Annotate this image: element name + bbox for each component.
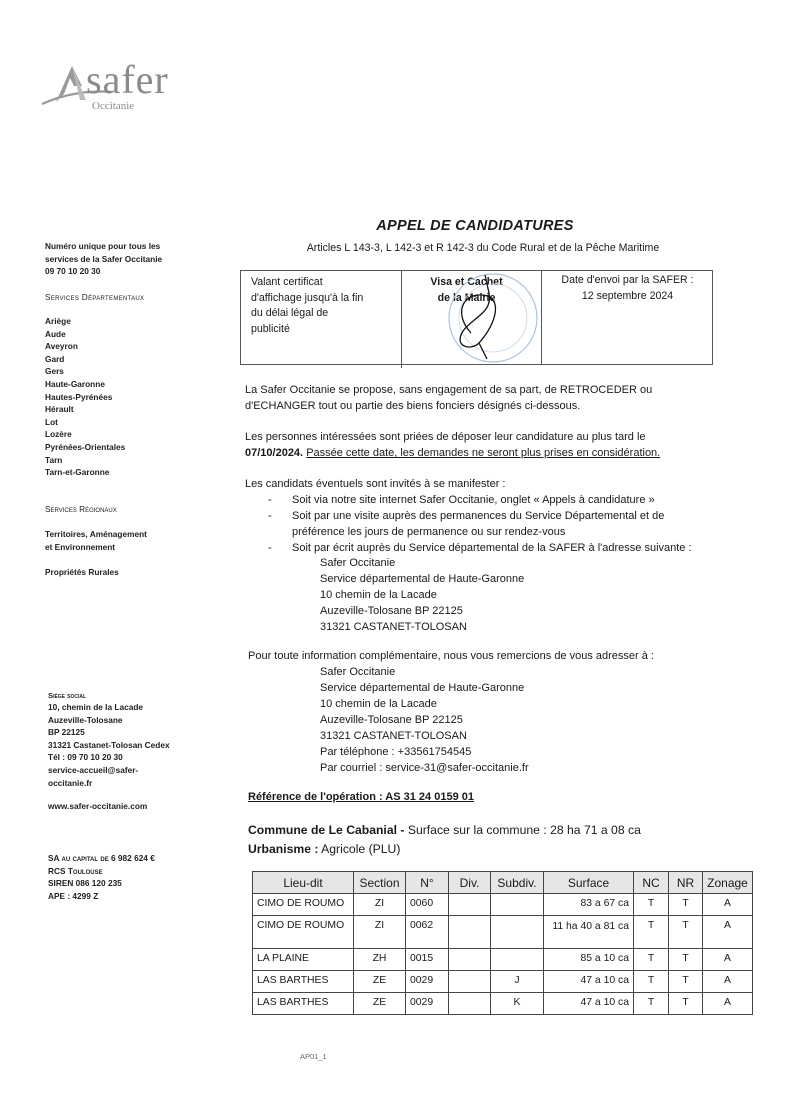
table-cell: J <box>491 971 544 993</box>
table-cell: T <box>634 894 669 916</box>
page-title: APPEL DE CANDIDATURES <box>376 218 574 234</box>
column-header: Zonage <box>703 872 753 894</box>
table-cell: 47 a 10 ca <box>544 993 634 1015</box>
commune-label: Commune de Le Cabanial - <box>248 823 405 837</box>
table-cell: T <box>669 949 703 971</box>
table-cell: CIMO DE ROUMO <box>253 916 354 949</box>
list-item: - Soit par écrit auprès du Service départemental de la SAFER à l'adresse suivante : <box>268 542 692 554</box>
logo-wordmark: safer <box>86 57 169 102</box>
table-cell: LAS BARTHES <box>253 993 354 1015</box>
sidebar-siege-title: Siège social <box>48 691 87 700</box>
table-cell: 83 a 67 ca <box>544 894 634 916</box>
column-header: Surface <box>544 872 634 894</box>
table-cell: 0029 <box>406 993 449 1015</box>
table-cell: LA PLAINE <box>253 949 354 971</box>
column-header: Subdiv. <box>491 872 544 894</box>
column-header: N° <box>406 872 449 894</box>
table-cell: 85 a 10 ca <box>544 949 634 971</box>
sidebar-siege-address: 10, chemin de la Lacade Auzeville-Tolosane BP 22125 31321 Castanet-Tolosan Cedex Tél : 09 70 10 20 30 service-accueil@safer- occitanie.fr <box>48 702 170 788</box>
commune-surface: Surface sur la commune : 28 ha 71 a 08 ca <box>404 823 641 837</box>
table-cell: K <box>491 993 544 1015</box>
table-cell <box>449 894 491 916</box>
sidebar-departements: Ariège Aude Aveyron Gard Gers Haute-Garonne Hautes-Pyrénées Hérault Lot Lozère Pyrénées-Orientales Tarn Tarn-et-Garonne <box>45 316 126 478</box>
table-cell: ZI <box>354 916 406 949</box>
table-cell: T <box>669 916 703 949</box>
table-cell <box>449 949 491 971</box>
logo-subtitle: Occitanie <box>92 100 135 112</box>
sidebar-website: www.safer-occitanie.com <box>48 801 148 811</box>
table-cell: 0015 <box>406 949 449 971</box>
table-cell: 0060 <box>406 894 449 916</box>
table-cell: ZE <box>354 971 406 993</box>
table-cell: CIMO DE ROUMO <box>253 894 354 916</box>
column-header: Section <box>354 872 406 894</box>
column-header: NC <box>634 872 669 894</box>
certificat-cell: Valant certificat d'affichage jusqu'à la fin du délai légal de publicité <box>241 271 402 368</box>
info-intro: Pour toute information complémentaire, nous vous remercions de vous adresser à : <box>248 650 654 662</box>
table-cell: T <box>669 993 703 1015</box>
visa-cell: Visa et Cachet de la Mairie <box>392 271 542 364</box>
operation-reference: Référence de l'opération : AS 31 24 0159 01 <box>248 791 474 803</box>
certificat-box <box>240 270 713 365</box>
bullet-list <box>268 492 692 556</box>
table-cell <box>449 916 491 949</box>
table-cell: 0062 <box>406 916 449 949</box>
table-cell: T <box>634 916 669 949</box>
envoi-cell: Date d'envoi par la SAFER : 12 septembre 2024 <box>561 274 694 302</box>
sidebar-services-reg-title: Services Régionaux <box>45 504 117 514</box>
table-cell: T <box>669 971 703 993</box>
table-cell: 0029 <box>406 971 449 993</box>
table-row <box>253 894 753 916</box>
deadline-paragraph: Les personnes intéressées sont priées de déposer leur candidature au plus tard le 07/10/2024. Passée cette date, les demandes ne seront plus prises en considération. <box>245 431 661 459</box>
table-row <box>253 971 753 993</box>
urbanisme-label: Urbanisme : <box>248 842 319 856</box>
address-block-1: Safer Occitanie Service départemental de Haute-Garonne 10 chemin de la Lacade Auzeville-Tolosane BP 22125 31321 CASTANET-TOLOSAN <box>320 557 525 633</box>
column-header: NR <box>669 872 703 894</box>
intro-paragraph: La Safer Occitanie se propose, sans engagement de sa part, de RETROCEDER ou d'ECHANGER tout ou partie des biens fonciers désignés ci-dessous. <box>245 384 653 412</box>
table-row <box>253 949 753 971</box>
table-cell <box>449 971 491 993</box>
deadline-date: 07/10/2024. <box>245 447 304 459</box>
sidebar-legal: SA au capital de 6 982 624 € RCS Toulouse SIREN 086 120 235 APE : 4299 Z <box>48 853 155 901</box>
table-cell: A <box>703 949 753 971</box>
urbanisme-value: Agricole (PLU) <box>318 842 401 856</box>
mairie-stamp-signature <box>393 273 543 363</box>
table-cell: A <box>703 971 753 993</box>
table-cell: LAS BARTHES <box>253 971 354 993</box>
table-cell <box>449 993 491 1015</box>
table-row <box>253 916 753 949</box>
table-cell: ZI <box>354 894 406 916</box>
sidebar-services-dep-title: Services Départementaux <box>45 292 145 302</box>
table-cell: ZE <box>354 993 406 1015</box>
table-cell: T <box>634 949 669 971</box>
table-cell: T <box>669 894 703 916</box>
page-footer-code: AP01_1 <box>300 1052 327 1061</box>
address-block-2: Safer Occitanie Service départemental de Haute-Garonne 10 chemin de la Lacade Auzeville-Tolosane BP 22125 31321 CASTANET-TOLOSAN Par téléphone : +33561754545 Par courriel : service-31@safer-occitanie.fr <box>320 666 529 774</box>
table-cell: 11 ha 40 a 81 ca <box>544 916 634 949</box>
candidats-intro: Les candidats éventuels sont invités à se manifester : <box>245 478 506 490</box>
table-cell: T <box>634 993 669 1015</box>
list-item: - Soit par une visite auprès des permanences du Service Départemental et de préférence les jours de permanence ou sur rendez-vous <box>268 510 665 538</box>
table-cell: A <box>703 916 753 949</box>
table-cell: ZH <box>354 949 406 971</box>
table-cell: 47 a 10 ca <box>544 971 634 993</box>
sidebar-regionaux: Territoires, Aménagement et Environnement <box>45 529 147 552</box>
deadline-note: Passée cette date, les demandes ne seront plus prises en considération. <box>306 447 661 459</box>
table-cell <box>491 916 544 949</box>
commune-block <box>248 821 641 859</box>
table-cell <box>491 949 544 971</box>
parcel-table <box>252 871 753 1015</box>
sidebar-unique-number: Numéro unique pour tous les services de la Safer Occitanie 09 70 10 20 30 <box>45 241 163 277</box>
column-header: Div. <box>449 872 491 894</box>
list-item: - Soit via notre site internet Safer Occitanie, onglet « Appels à candidature » <box>268 494 655 506</box>
page-subtitle: Articles L 143-3, L 142-3 et R 142-3 du Code Rural et de la Pêche Maritime <box>306 242 660 254</box>
table-header <box>253 872 753 894</box>
table-cell <box>491 894 544 916</box>
table-cell: A <box>703 894 753 916</box>
table-cell: A <box>703 993 753 1015</box>
table-cell: T <box>634 971 669 993</box>
sidebar-proprietes: Propriétés Rurales <box>45 567 119 577</box>
column-header: Lieu-dit <box>253 872 354 894</box>
table-row <box>253 993 753 1015</box>
